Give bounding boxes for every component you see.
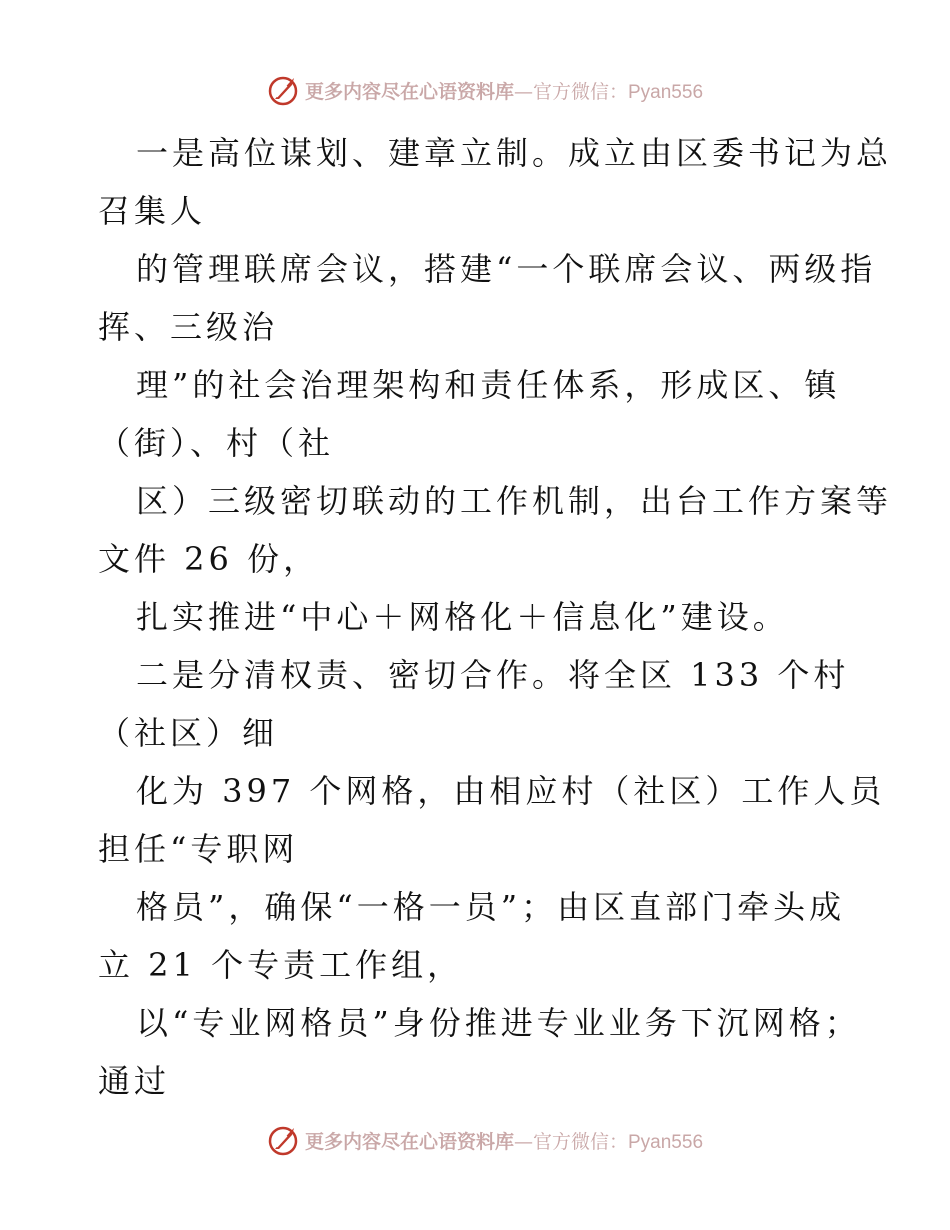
footer-banner-text [305, 1127, 703, 1154]
header-banner-wechat-label: 官方微信： [532, 80, 628, 103]
body-line: 扎实推进“中心＋网格化＋信息化”建设。 [136, 598, 789, 636]
body-line: 的管理联席会议，搭建“一个联席会议、两级指 [136, 250, 877, 288]
body-line: 格员”，确保“一格一员”；由区直部门牵头成 [136, 888, 846, 926]
document-body [98, 124, 893, 1110]
body-line: 召集人 [98, 192, 207, 230]
body-line: 文件 26 份， [98, 540, 320, 578]
footer-banner-inner [267, 1123, 703, 1157]
body-line: 二是分清权责、密切合作。将全区 133 个村 [136, 656, 850, 694]
header-banner-inner [267, 73, 703, 107]
body-line: 以“专业网格员”身份推进专业业务下沉网格； [136, 1004, 861, 1042]
body-line: 一是高位谋划、建章立制。成立由区委书记为总 [136, 134, 893, 172]
body-line: （街）、村（社 [98, 424, 335, 462]
header-banner-title: 更多内容尽在心语资料库 [304, 80, 514, 103]
footer-banner-title: 更多内容尽在心语资料库 [304, 1130, 514, 1153]
footer-banner-dash: — [513, 1130, 533, 1153]
header-banner-text [305, 77, 703, 104]
header-banner [0, 70, 950, 110]
footer-banner-wechat-id: Pyan556 [628, 1131, 704, 1153]
quill-pen-logo-icon [267, 1123, 301, 1157]
body-line: （社区）细 [98, 714, 279, 752]
body-line: 通过 [98, 1062, 171, 1100]
body-line: 担任“专职网 [98, 830, 299, 868]
footer-banner [0, 1120, 950, 1160]
body-line: 挥、三级治 [98, 308, 279, 346]
body-line: 区）三级密切联动的工作机制，出台工作方案等 [136, 482, 893, 520]
body-line: 立 21 个专责工作组， [98, 946, 464, 984]
body-line: 理”的社会治理架构和责任体系，形成区、镇 [136, 366, 841, 404]
body-line: 化为 397 个网格，由相应村（社区）工作人员 [136, 772, 886, 810]
header-banner-wechat-id: Pyan556 [628, 81, 704, 103]
footer-banner-wechat-label: 官方微信： [532, 1130, 628, 1153]
header-banner-dash: — [513, 80, 533, 103]
quill-pen-logo-icon [267, 73, 301, 107]
